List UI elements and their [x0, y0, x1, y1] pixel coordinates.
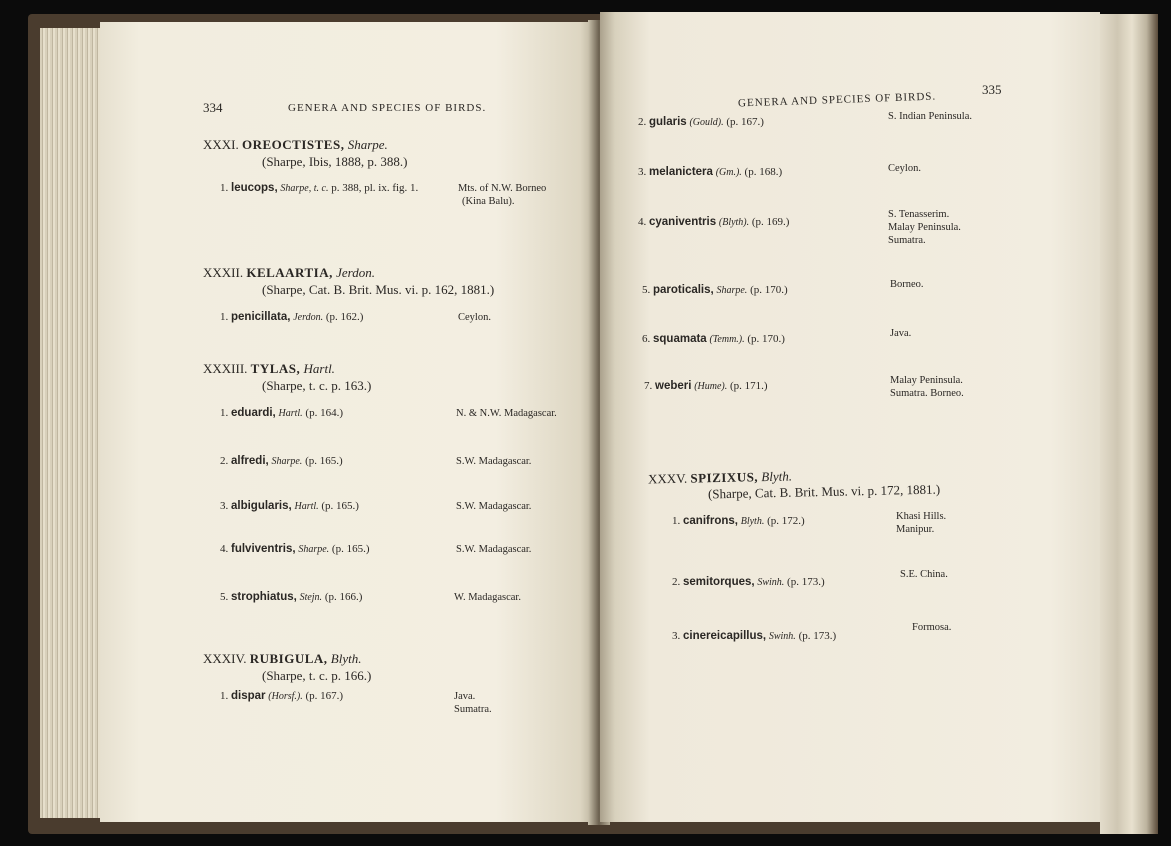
species-locality: Ceylon.: [458, 312, 491, 323]
left-page: [100, 22, 595, 822]
genus-heading: XXXII. KELAARTIA, Jerdon.: [203, 265, 375, 280]
species-locality: Formosa.: [912, 622, 952, 633]
genus-heading: XXXIII. TYLAS, Hartl.: [203, 361, 335, 376]
species-locality: Java.: [890, 328, 912, 339]
species-locality: N. & N.W. Madagascar.: [456, 408, 557, 419]
species-entry: 4. fulviventris, Sharpe. (p. 165.): [220, 543, 370, 555]
species-entry: 3. melanictera (Gm.). (p. 168.): [638, 166, 783, 178]
species-entry: 2. alfredi, Sharpe. (p. 165.): [220, 455, 343, 467]
species-entry: 1. penicillata, Jerdon. (p. 162.): [220, 311, 364, 323]
species-entry: 5. strophiatus, Stejn. (p. 166.): [220, 591, 363, 603]
genus-reference: (Sharpe, Cat. B. Brit. Mus. vi. p. 172, 1881.): [707, 481, 941, 502]
species-entry: 3. albigularis, Hartl. (p. 165.): [220, 500, 359, 512]
genus-reference: (Sharpe, t. c. p. 166.): [262, 668, 372, 683]
page-number: 334: [203, 100, 223, 115]
species-entry: 3. cinereicapillus, Swinh. (p. 173.): [672, 630, 837, 642]
species-locality: S.W. Madagascar.: [456, 456, 532, 467]
species-entry: 2. semitorques, Swinh. (p. 173.): [672, 576, 825, 588]
species-entry: 1. canifrons, Blyth. (p. 172.): [672, 515, 805, 527]
species-locality: Mts. of N.W. Borneo (Kina Balu).: [458, 183, 547, 207]
species-entry: 2. gularis (Gould). (p. 167.): [638, 116, 764, 128]
species-locality: S.W. Madagascar.: [456, 501, 532, 512]
genus-heading: XXXIV. RUBIGULA, Blyth.: [203, 651, 362, 666]
species-locality: Khasi Hills. Manipur.: [896, 511, 947, 535]
right-page: [600, 12, 1100, 822]
species-locality: S. Tenasserim. Malay Peninsula. Sumatra.: [888, 209, 961, 246]
species-locality: S.E. China.: [900, 569, 948, 580]
species-locality: Borneo.: [890, 279, 924, 290]
species-locality: Malay Peninsula. Sumatra. Borneo.: [890, 375, 964, 399]
species-entry: 1. leucops, Sharpe, t. c. p. 388, pl. ix. fig. 1.: [220, 182, 419, 194]
species-entry: 1. eduardi, Hartl. (p. 164.): [220, 407, 343, 419]
genus-reference: (Sharpe, t. c. p. 163.): [262, 378, 372, 393]
genus-heading: XXXI. OREOCTISTES, Sharpe.: [203, 137, 388, 152]
species-locality: Java. Sumatra.: [454, 691, 492, 715]
running-head: GENERA AND SPECIES OF BIRDS.: [737, 90, 937, 110]
running-head: GENERA AND SPECIES OF BIRDS.: [288, 102, 487, 114]
species-locality: S. Indian Peninsula.: [888, 111, 972, 122]
species-entry: 6. squamata (Temm.). (p. 170.): [642, 333, 785, 345]
species-entry: 1. dispar (Horsf.). (p. 167.): [220, 690, 344, 702]
genus-reference: (Sharpe, Cat. B. Brit. Mus. vi. p. 162, 1881.): [262, 282, 495, 297]
genus-heading: XXXV. SPIZIXUS, Blyth.: [647, 468, 793, 487]
species-entry: 7. weberi (Hume). (p. 171.): [644, 380, 768, 392]
species-entry: 5. paroticalis, Sharpe. (p. 170.): [642, 284, 788, 296]
genus-reference: (Sharpe, Ibis, 1888, p. 388.): [262, 154, 408, 169]
species-locality: Ceylon.: [888, 163, 921, 174]
page-number: 335: [982, 82, 1002, 97]
species-entry: 4. cyaniventris (Blyth). (p. 169.): [638, 216, 790, 228]
species-locality: S.W. Madagascar.: [456, 544, 532, 555]
page-edges-right: [1100, 14, 1158, 834]
species-locality: W. Madagascar.: [454, 592, 521, 603]
